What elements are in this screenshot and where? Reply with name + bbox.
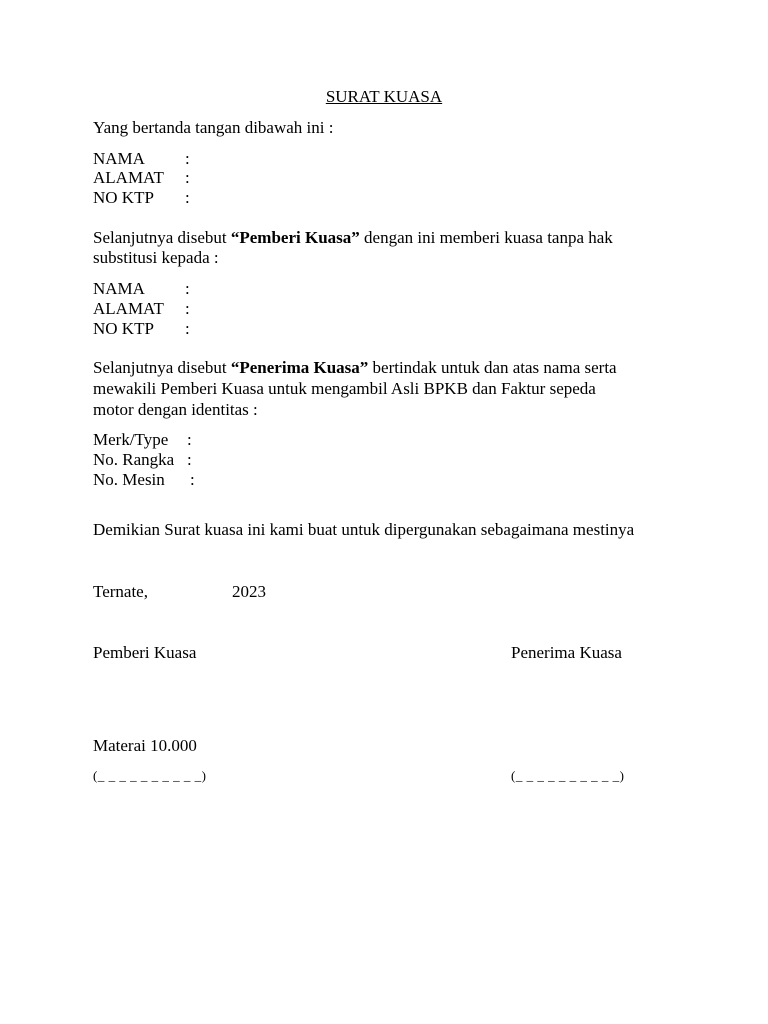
- field-label: No. Mesin: [93, 470, 165, 489]
- field-separator: :: [185, 279, 190, 298]
- giver-name-row: [93, 149, 190, 169]
- paragraph-receiver-line-3: motor dengan identitas :: [93, 400, 258, 419]
- field-separator: :: [185, 188, 190, 207]
- field-label: NO KTP: [93, 319, 154, 338]
- paragraph-giver-line-2: substitusi kepada :: [93, 248, 219, 267]
- paragraph-giver-line-1: [93, 228, 613, 248]
- place-text: Ternate,: [93, 582, 148, 601]
- giver-address-row: [93, 168, 190, 188]
- field-label: Merk/Type: [93, 430, 169, 449]
- field-separator: :: [190, 470, 195, 489]
- field-separator: :: [187, 430, 192, 449]
- text-fragment: bertindak untuk dan atas nama serta: [368, 358, 617, 377]
- bold-term-pemberi-kuasa: “Pemberi Kuasa”: [230, 228, 360, 247]
- field-label: NO KTP: [93, 188, 154, 207]
- field-label: NAMA: [93, 279, 145, 298]
- text-fragment: Selanjutnya disebut: [93, 228, 231, 247]
- signature-line-right: (_ _ _ _ _ _ _ _ _ _): [511, 768, 625, 783]
- field-separator: :: [185, 168, 190, 187]
- receiver-name-row: [93, 279, 190, 299]
- document-title: SURAT KUASA: [325, 87, 443, 106]
- signer-left-label: Pemberi Kuasa: [93, 643, 197, 662]
- text-fragment: Selanjutnya disebut: [93, 358, 231, 377]
- field-separator: :: [185, 299, 190, 318]
- stamp-label: Materai 10.000: [93, 736, 197, 755]
- field-label: ALAMAT: [93, 168, 164, 187]
- giver-ktp-row: [93, 188, 190, 208]
- year-text: 2023: [232, 582, 266, 601]
- field-separator: :: [185, 319, 190, 338]
- closing-statement: Demikian Surat kuasa ini kami buat untuk dipergunakan sebagaimana mestinya: [93, 520, 635, 539]
- field-separator: :: [187, 450, 192, 469]
- receiver-address-row: [93, 299, 190, 319]
- receiver-ktp-row: [93, 319, 190, 339]
- signature-line-left: (_ _ _ _ _ _ _ _ _ _): [93, 768, 207, 783]
- paragraph-receiver-line-2: mewakili Pemberi Kuasa untuk mengambil Asli BPKB dan Faktur sepeda: [93, 379, 596, 398]
- paragraph-receiver-line-1: [93, 358, 617, 378]
- vehicle-type-row: [93, 430, 192, 450]
- field-label: ALAMAT: [93, 299, 164, 318]
- vehicle-chassis-row: [93, 450, 192, 470]
- field-label: NAMA: [93, 149, 145, 168]
- field-separator: :: [185, 149, 190, 168]
- intro-text: Yang bertanda tangan dibawah ini :: [93, 118, 334, 137]
- vehicle-engine-row: [93, 470, 195, 490]
- text-fragment: dengan ini memberi kuasa tanpa hak: [359, 228, 613, 247]
- signer-right-label: Penerima Kuasa: [511, 643, 622, 662]
- bold-term-penerima-kuasa: “Penerima Kuasa”: [230, 358, 369, 377]
- field-label: No. Rangka: [93, 450, 175, 469]
